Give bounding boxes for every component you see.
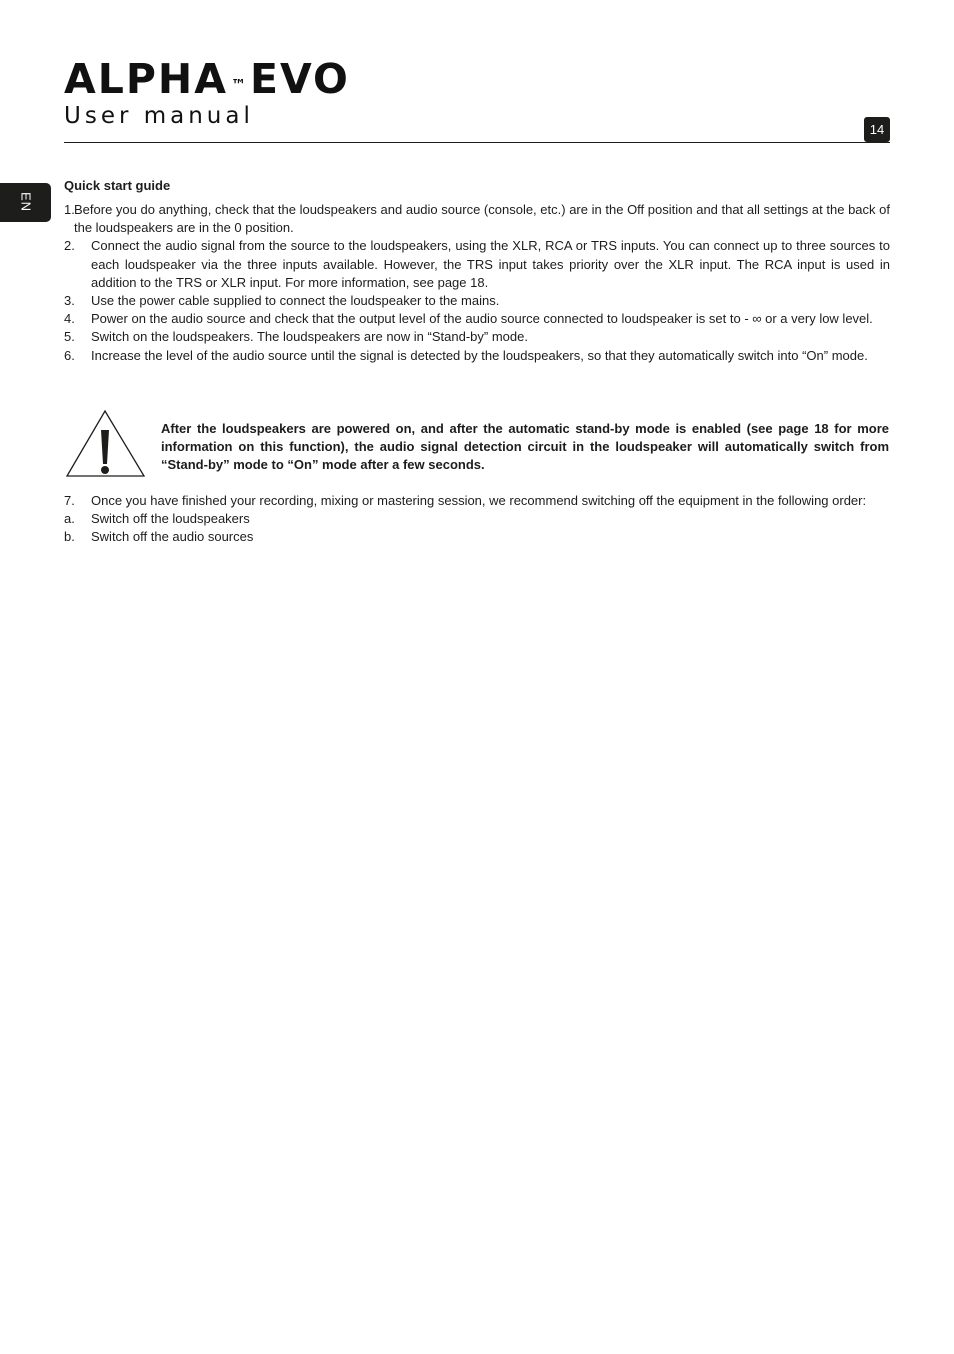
- trademark-symbol: ™: [230, 76, 246, 94]
- list-item-number: 7.: [64, 493, 75, 508]
- list-item-number: 5.: [64, 329, 75, 345]
- warning-text: After the loudspeakers are powered on, and after the automatic stand-by mode is enabled (see page 18 for more information on this function), the audio signal detection circuit in the loudspeaker will automatically switch from “Stand-by” mode to “On” mode after a few seconds.: [161, 421, 889, 473]
- list-item-number: a.: [64, 511, 75, 527]
- list-item-number: 2.: [64, 238, 75, 254]
- list-item-number: 3.: [64, 293, 75, 309]
- list-item: [64, 292, 890, 310]
- page-number-badge: 14: [864, 117, 890, 142]
- list-item: [64, 328, 890, 346]
- list-item-text: Increase the level of the audio source until the signal is detected by the loudspeakers, so that they automatically switch into “On” mode.: [91, 347, 868, 363]
- list-item-number: 6.: [64, 347, 75, 363]
- list-item-number: b.: [64, 529, 75, 545]
- list-item-text: Switch off the audio sources: [91, 529, 254, 545]
- list-item-text: Once you have finished your recording, mixing or mastering session, we recommend switching off the equipment in the following order:: [91, 493, 867, 508]
- list-item-text: Before you do anything, check that the loudspeakers and audio source (console, etc.) are in the Off position and that all settings at the back of the loudspeakers are in the 0 position.: [74, 202, 890, 236]
- list-item: [64, 347, 890, 365]
- language-tab: [0, 183, 51, 222]
- list-item-text: Use the power cable supplied to connect the loudspeaker to the mains.: [91, 293, 500, 309]
- list-item: [64, 492, 890, 510]
- list-item-number: 4.: [64, 311, 75, 327]
- list-item: [64, 201, 890, 237]
- section-heading: Quick start guide: [64, 178, 171, 193]
- list-item-text: Switch off the loudspeakers: [91, 511, 250, 527]
- title-main: ALPHA: [64, 55, 228, 103]
- list-item: [64, 510, 890, 528]
- list-item: [64, 237, 890, 292]
- list-item-text: Power on the audio source and check that the output level of the audio source connected to loudspeaker is set to - ∞ or a very low level.: [91, 311, 873, 327]
- language-label: EN: [18, 191, 34, 213]
- list-item: [64, 528, 890, 546]
- steps-list: [64, 201, 890, 365]
- list-item-text: Connect the audio signal from the source to the loudspeakers, using the XLR, RCA or TRS inputs. You can connect up to three sources to each loudspeaker via the three inputs available. However, the TRS input takes priority over the XLR input. The RCA input is used in addition to the TRS or XLR input. For more information, see page 18.: [91, 238, 890, 290]
- final-steps-list: [64, 492, 890, 547]
- list-item: [64, 310, 890, 328]
- header-divider: [64, 142, 890, 143]
- title-suffix: EVO: [249, 55, 350, 103]
- document-subtitle: User manual: [64, 103, 254, 129]
- document-title: [64, 54, 350, 104]
- list-item-number: 1.: [64, 202, 75, 217]
- list-item-text: Switch on the loudspeakers. The loudspeakers are now in “Stand-by” mode.: [91, 329, 528, 345]
- warning-icon: [66, 409, 146, 479]
